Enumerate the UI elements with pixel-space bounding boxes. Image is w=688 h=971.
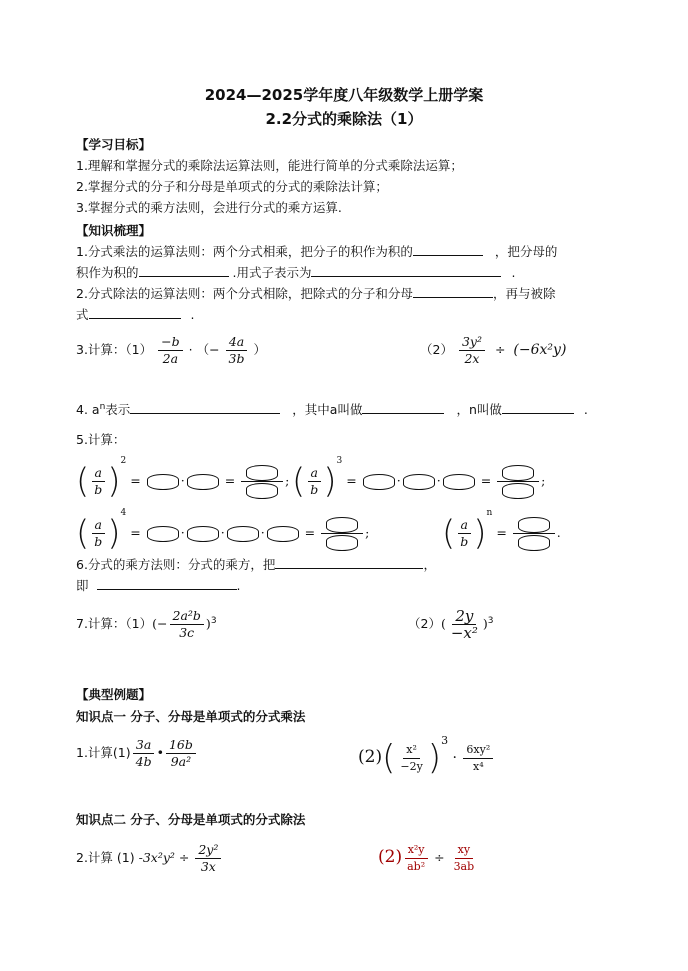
equals-sign: = [224,473,236,488]
paren-left: ( [442,513,456,554]
paren-right: ) [473,513,487,554]
fraction [448,608,481,641]
numerator: 16b [166,737,196,754]
answer-blank[interactable] [311,263,501,277]
paren-left: ( [76,461,90,502]
numerator: xy [455,842,473,859]
fraction-blank [497,465,539,499]
expression: (−6x²y) [513,342,567,358]
numerator: 6xy² [463,742,493,759]
answer-blank[interactable] [275,555,423,569]
times-sign: · [220,525,225,540]
q4-text-a: 4. a [76,402,100,417]
times-sign: · [260,525,265,540]
q6-text-a: 6.分式的乘方法则：分式的乘方，把 [76,557,276,572]
numerator: a [308,465,321,482]
examples-heading: 【典型例题】 [76,687,152,702]
close-paren: ） [253,342,266,357]
exponent: 3 [441,734,449,747]
equals-sign: = [496,525,507,540]
denominator: 2a [162,351,179,366]
equals-sign: = [130,525,141,540]
equals-sign: = [304,525,316,540]
fraction [166,737,196,770]
paren-left: ( [292,461,306,502]
knowledge-q3-part2 [420,334,566,367]
paren-left: ( [382,738,396,778]
q4-text-e: . [583,402,588,417]
denominator: 3x [200,859,216,874]
exponent: n [99,401,106,412]
answer-blank[interactable] [362,400,444,414]
q5-row2-right [442,508,561,554]
q6-text-c: 即 [76,578,89,593]
fraction [404,842,428,875]
exponent: 3 [487,615,494,626]
fraction-blank [321,517,363,551]
answer-blank[interactable] [413,284,493,298]
denominator: b [94,482,103,497]
knowledge-point-2: 知识点二 分子、分母是单项式的分式除法 [76,812,306,827]
q2-text-b: ，再与被除 [492,286,556,301]
answer-blank[interactable] [89,305,181,319]
semicolon: ; [365,525,370,540]
expression: -3x²y² ÷ [138,850,190,865]
times-sign: • [156,745,164,760]
q1-text-a: 1.分式乘法的运算法则：两个分式相乘，把分子的积作为积的 [76,244,413,259]
q1-text-e: . [511,265,516,280]
q1-text-d: .用式子表示为 [232,265,312,280]
paren-left: ( [76,513,90,554]
exponent: 3 [210,615,217,626]
fraction [133,737,155,770]
answer-blank[interactable] [139,263,229,277]
e2-label: 2.计算 (1) [76,850,135,865]
denominator: ab² [407,860,426,873]
answer-box[interactable] [403,474,435,490]
denominator: b [94,534,103,549]
knowledge-q3-part1 [76,334,266,367]
paren-right: ) [427,738,442,778]
denominator: 4b [135,754,152,769]
fraction-blank [513,517,555,551]
answer-box[interactable] [246,465,278,481]
knowledge-q6-line1 [76,555,436,573]
knowledge-q7-part1: 7.计算：（1）(− $\frac{\text{2a²b}}{3c}$ )$^3$ [76,608,217,640]
answer-box[interactable] [326,535,358,551]
example2-part1 [76,842,223,875]
knowledge-q1-line1 [76,242,557,260]
q5-row1-left [76,456,290,502]
denominator: x⁴ [473,759,484,773]
fraction-blank [241,465,283,499]
q7-label: 7.计算：（1） [76,616,153,631]
q4-text-c: ，其中a叫做 [292,402,363,417]
e1-label: 1.计算(1) [76,745,131,760]
numerator: x² [403,742,420,759]
fraction [226,334,248,367]
numerator: −b [158,334,182,351]
equals-sign: = [346,473,357,488]
fraction [91,517,105,550]
q4-text-b: 表示 [105,402,131,417]
divide-sign: ÷ [494,342,506,357]
knowledge-q6-line2 [76,576,241,594]
q3-2-label: （2） [420,342,453,357]
numerator: 2y [452,608,476,625]
answer-box[interactable] [147,526,179,542]
knowledge-heading: 【知识梳理】 [76,223,152,238]
answer-blank[interactable] [97,576,237,590]
exponent: 4 [120,508,127,518]
q5-row2-left [76,508,370,554]
denominator: 3ab [453,860,475,873]
times-sign: · [180,525,185,540]
answer-box[interactable] [443,474,475,490]
denominator: b [460,534,469,549]
answer-box[interactable] [187,474,219,490]
answer-box[interactable] [326,517,358,533]
fraction [457,517,471,550]
answer-blank[interactable] [130,400,280,414]
knowledge-point-1: 知识点一 分子、分母是单项式的分式乘法 [76,709,306,724]
q5-row1-right [292,456,546,502]
paren-right: ) [107,461,121,502]
denominator: 3c [179,625,195,640]
q1-text-b: ，把分母的 [494,244,558,259]
knowledge-q1-line2 [76,263,515,281]
knowledge-q4 [76,400,588,418]
goal-item: 1.理解和掌握分式的乘除法运算法则，能进行简单的分式乘除法运算； [76,158,463,173]
fraction [451,842,478,875]
goal-item: 2.掌握分式的分子和分母是单项式的分式的乘除法计算； [76,179,388,194]
answer-box[interactable] [363,474,395,490]
answer-blank[interactable] [413,242,483,256]
numerator: a [92,517,105,534]
example1-part2 [358,734,495,778]
numerator: 3a [133,737,154,754]
answer-box[interactable] [227,526,259,542]
q6-text-d: . [236,578,241,593]
semicolon: ; [541,473,546,488]
exponent: 3 [336,456,343,466]
goals-heading: 【学习目标】 [76,137,152,152]
answer-box[interactable] [502,483,534,499]
example2-part2 [378,842,479,875]
numerator: 2a²b [170,608,204,625]
knowledge-q7-part2: （2）( $\frac{2y}{\text{−x²}}$ )$^3$ [408,607,494,642]
exponent: 2 [120,456,127,466]
fraction [158,334,182,367]
numerator: a [92,465,105,482]
example1-part1 [76,737,198,770]
paren-right: ) [107,513,121,554]
q6-text-b: ， [423,557,436,572]
knowledge-q2-line2 [76,305,194,323]
q4-text-d: ，n叫做 [456,402,502,417]
denominator: b [310,482,319,497]
knowledge-q2-line1 [76,284,555,302]
fraction [195,842,221,875]
q2-text-d: . [190,307,195,322]
fraction [397,742,425,775]
denominator: −x² [450,624,478,642]
times-sign: · [396,473,401,488]
answer-box[interactable] [518,535,550,551]
times-sign: · [180,473,185,488]
q7-2-label: （2） [408,616,441,631]
times-sign: · [452,750,457,766]
times-sign: · [188,342,193,357]
e1-2-label: (2) [358,747,383,767]
answer-box[interactable] [502,465,534,481]
exponent: n [486,508,493,518]
paren-right: ) [323,461,337,502]
period: . [556,525,561,540]
fraction [459,334,485,367]
answer-box[interactable] [267,526,299,542]
equals-sign: = [130,473,141,488]
fraction [170,608,204,641]
answer-box[interactable] [187,526,219,542]
fraction [307,465,321,498]
q1-text-c: 积作为积的 [76,265,139,280]
equals-sign: = [480,473,492,488]
page-subtitle: 2.2分式的乘除法（1） [265,110,423,128]
numerator: 4a [226,334,247,351]
divide-sign: ÷ [434,850,445,865]
open-paren: （− [196,342,220,357]
answer-box[interactable] [518,517,550,533]
answer-box[interactable] [147,474,179,490]
denominator: 3b [228,351,245,366]
answer-blank[interactable] [502,400,574,414]
numerator: 3y² [459,334,485,351]
q3-label: 3.计算：（1） [76,342,153,357]
q2-text-a: 2.分式除法的运算法则：两个分式相除，把除式的分子和分母 [76,286,413,301]
numerator: 2y² [195,842,221,859]
fraction [463,742,493,775]
q5-label: 5.计算： [76,432,126,447]
answer-box[interactable] [246,483,278,499]
fraction [91,465,105,498]
goal-item: 3.掌握分式的乘方法则，会进行分式的乘方运算. [76,200,342,215]
numerator: a [458,517,471,534]
denominator: 9a² [170,754,192,769]
e2-2-label: (2) [378,847,403,867]
denominator: −2y [400,759,423,773]
q2-text-c: 式 [76,307,89,322]
semicolon: ; [285,473,290,488]
times-sign: · [436,473,441,488]
page-title: 2024—2025学年度八年级数学上册学案 [204,86,484,104]
numerator: x²y [405,842,428,859]
denominator: 2x [464,351,480,366]
